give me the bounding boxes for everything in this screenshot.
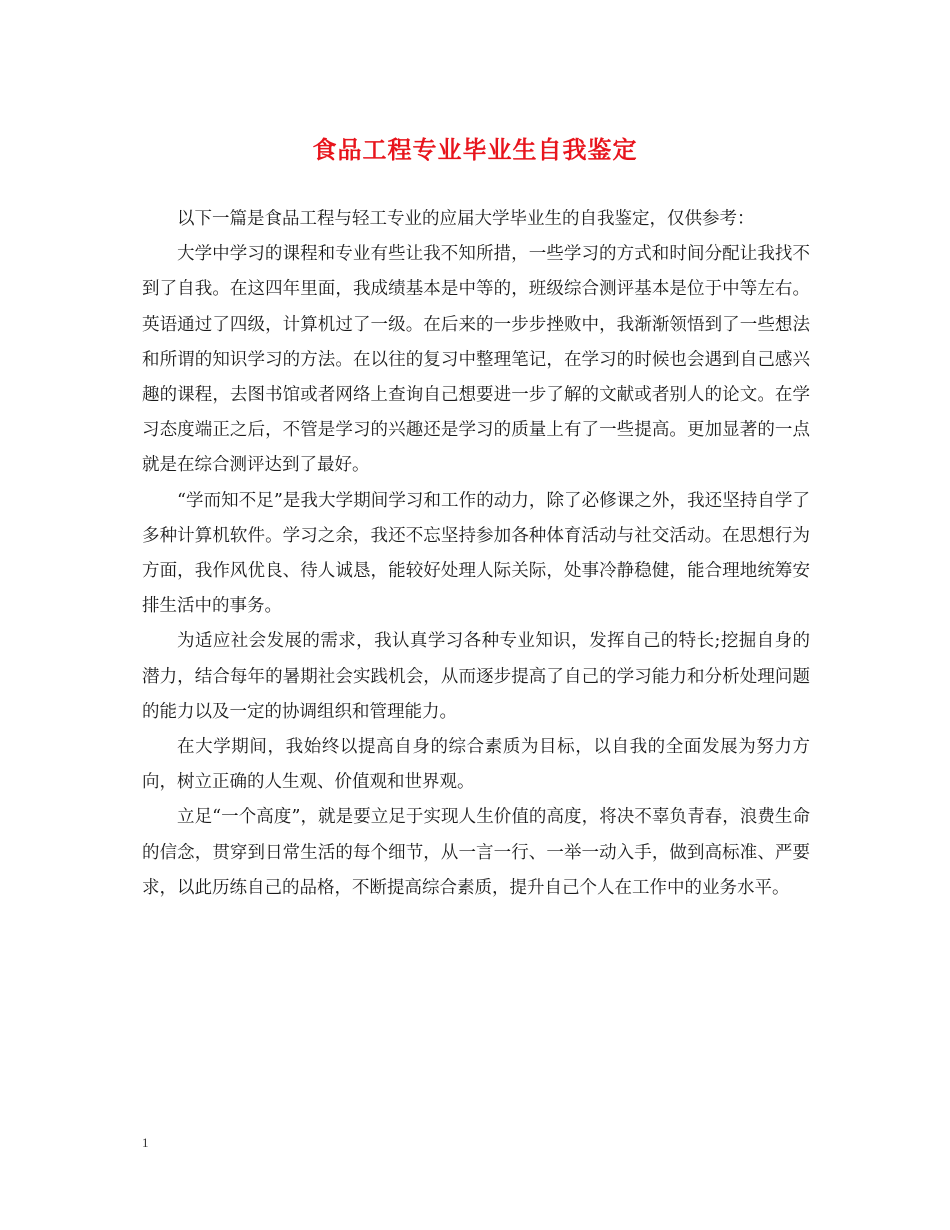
paragraph-study: 大学中学习的课程和专业有些让我不知所措，一些学习的方式和时间分配让我找不到了自我。在这四年里面，我成绩基本是中等的，班级综合测评基本是位于中等左右。英语通过了四级，计算机过了一级。在后来的一步步挫败中，我渐渐领悟到了一些想法和所谓的知识学习的方法。在以往的复习中整理笔记，在学习的时候也会遇到自己感兴趣的课程，去图书馆或者网络上查询自己想要进一步了解的文献或者别人的论文。在学习态度端正之后，不管是学习的兴趣还是学习的质量上有了一些提高。更加显著的一点就是在综合测评达到了最好。 [142, 244, 810, 476]
paragraph-goals: 在大学期间，我始终以提高自身的综合素质为目标，以自我的全面发展为努力方向，树立正确的人生观、价值观和世界观。 [142, 737, 810, 793]
document-title: 食品工程专业毕业生自我鉴定 [312, 136, 638, 164]
page-number: 1 [142, 1135, 149, 1150]
paragraph-intro: 以下一篇是食品工程与轻工专业的应届大学毕业生的自我鉴定，仅供参考： [177, 209, 755, 229]
paragraph-development: 为适应社会发展的需求，我认真学习各种专业知识，发挥自己的特长;挖掘自身的潜力，结合每年的暑期社会实践机会，从而逐步提高了自己的学习能力和分析处理问题的能力以及一定的协调组织和管理能力。 [142, 631, 810, 722]
paragraph-motivation: “学而知不足”是我大学期间学习和工作的动力，除了必修课之外，我还坚持自学了多种计算机软件。学习之余，我还不忘坚持参加各种体育活动与社交活动。在思想行为方面，我作风优良、待人诚恳，能较好处理人际关际，处事冷静稳健，能合理地统筹安排生活中的事务。 [142, 490, 810, 617]
paragraph-height: 立足“一个高度”，就是要立足于实现人生价值的高度，将决不辜负青春，浪费生命的信念，贯穿到日常生活的每个细节，从一言一行、一举一动入手，做到高标准、严要求，以此历练自己的品格，不断提高综合素质，提升自己个人在工作中的业务水平。 [142, 807, 810, 898]
document-body [142, 202, 810, 906]
